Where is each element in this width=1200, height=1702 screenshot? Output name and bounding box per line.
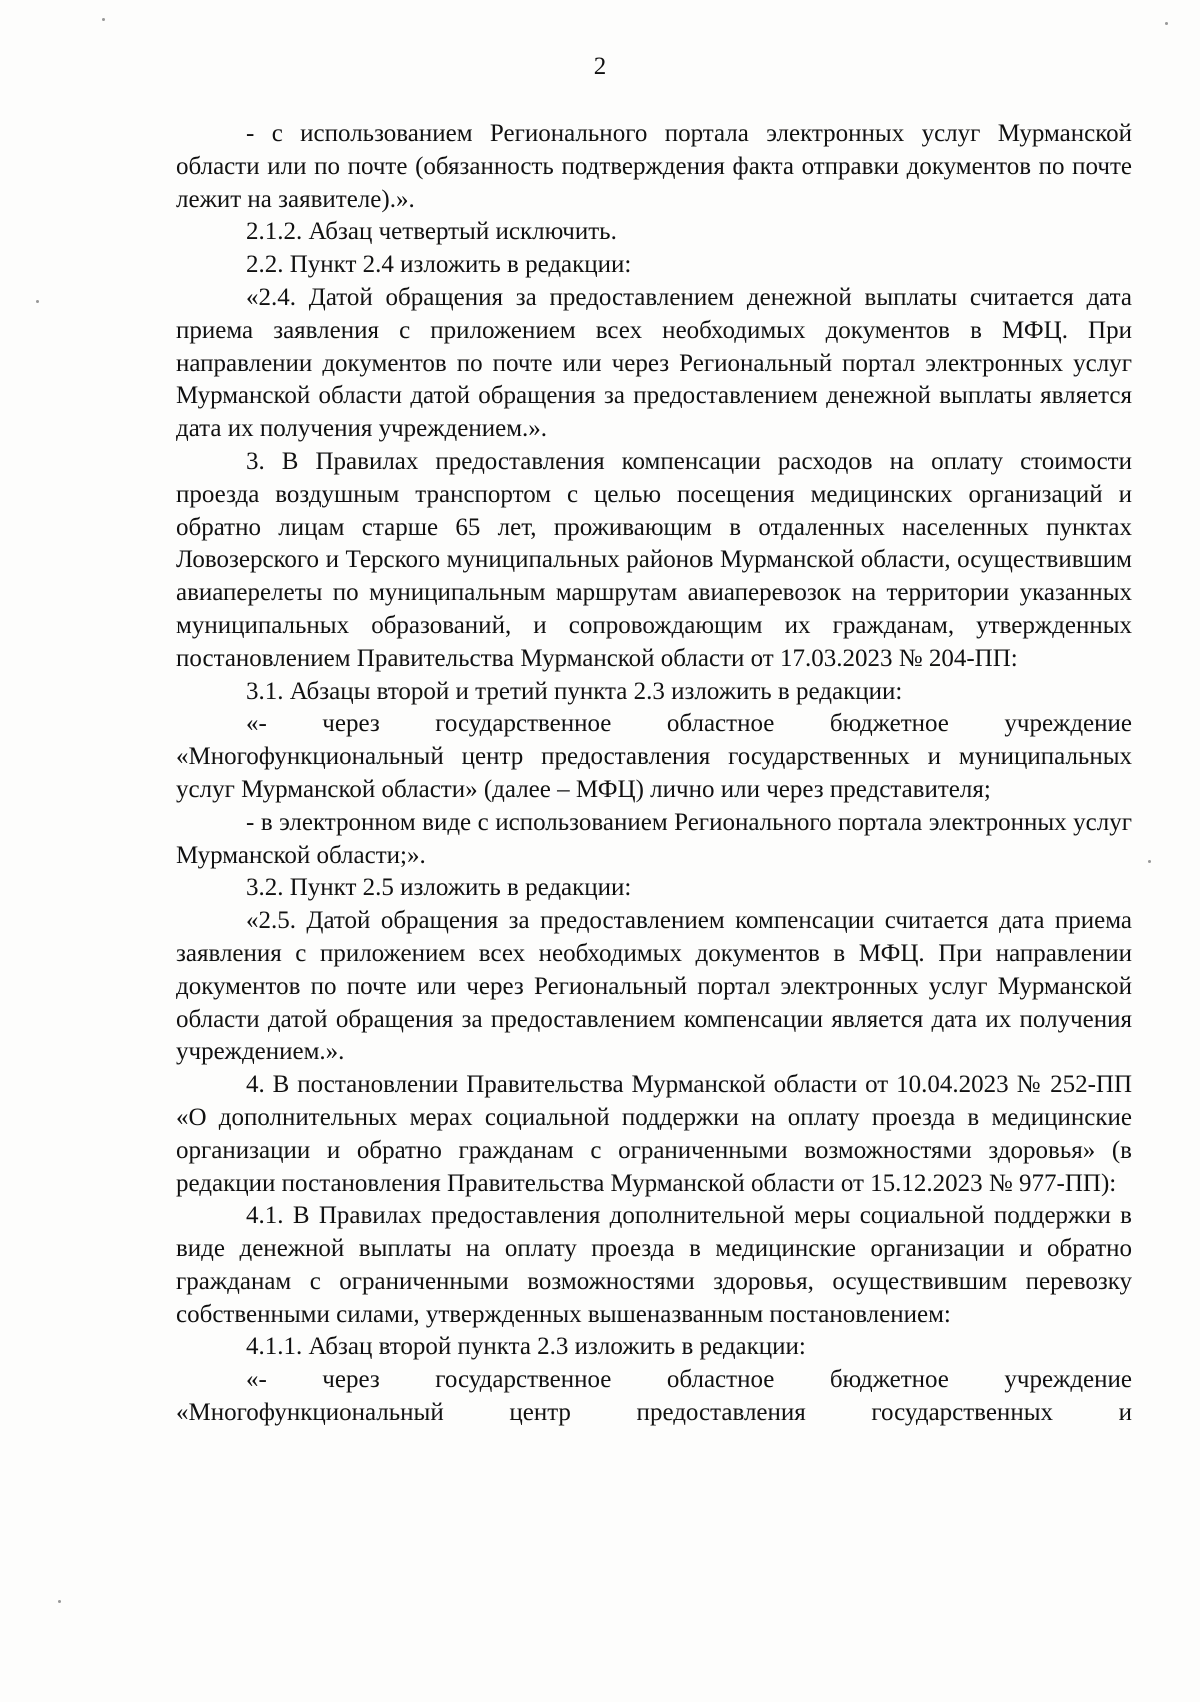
paragraph-2-2: 2.2. Пункт 2.4 изложить в редакции: <box>246 251 632 279</box>
paragraph-mfc-continued: «- через государственное областное бюджетное учреждение «Многофункциональный центр предоставления государственных и <box>176 1366 1132 1427</box>
paragraph-electronic: - в электронном виде с использованием Регионального портала электронных услуг Мурманской области;». <box>176 808 1132 869</box>
paragraph-2-4-text: «2.4. Датой обращения за предоставлением денежной выплаты считается дата приема заявления с приложением всех необходимых документов в МФЦ. При направлении документов по почте или через Региональный портал электронных услуг Мурманской области датой обращения за предоставлением денежной выплаты является дата их получения учреждением.». <box>176 283 1132 443</box>
paragraph-2-5-text: «2.5. Датой обращения за предоставлением компенсации считается дата приема заявления с приложением всех необходимых документов в МФЦ. При направлении документов по почте или через Региональный портал электронных услуг Мурманской области датой обращения за предоставлением компенсации является дата их получения учреждением.». <box>176 907 1132 1066</box>
paragraph-portal-or-post: - с использованием Регионального портала электронных услуг Мурманской области или по почте (обязанность подтверждения факта отправки документов по почте лежит на заявителе).». <box>176 120 1132 213</box>
paragraph-3-1: 3.1. Абзацы второй и третий пункта 2.3 изложить в редакции: <box>246 677 903 705</box>
paragraph-2-1-2: 2.1.2. Абзац четвертый исключить. <box>246 218 617 246</box>
page-number: 2 <box>593 53 607 80</box>
scan-speck <box>1165 22 1168 25</box>
scan-speck <box>102 18 105 21</box>
paragraph-4-1: 4.1. В Правилах предоставления дополнительной меры социальной поддержки в виде денежной выплаты на оплату проезда в медицинские организации и обратно гражданам с ограниченными возможностями здоровья, осуществившим перевозку собственными силами, утвержденных вышеназванным постановлением: <box>176 1202 1132 1328</box>
paragraph-4-1-1: 4.1.1. Абзац второй пункта 2.3 изложить в редакции: <box>246 1333 806 1361</box>
document-body <box>176 118 1132 1430</box>
scan-speck <box>1148 860 1151 863</box>
scan-speck <box>36 300 39 303</box>
paragraph-3: 3. В Правилах предоставления компенсации расходов на оплату стоимости проезда воздушным транспортом с целью посещения медицинских организаций и обратно лицам старше 65 лет, проживающим в отдаленных населенных пунктах Ловозерского и Терского муниципальных районов Мурманской области, осуществившим авиаперелеты по муниципальным маршрутам авиаперевозок на территории указанных муниципальных образований, и сопровождающим их гражданам, утвержденных постановлением Правительства Мурманской области от 17.03.2023 № 204-ПП: <box>176 447 1132 672</box>
paragraph-4: 4. В постановлении Правительства Мурманской области от 10.04.2023 № 252-ПП «О дополнительных мерах социальной поддержки на оплату проезда в медицинские организации и обратно гражданам с ограниченными возможностями здоровья» (в редакции постановления Правительства Мурманской области от 15.12.2023 № 977-ПП): <box>176 1071 1132 1197</box>
paragraph-3-2: 3.2. Пункт 2.5 изложить в редакции: <box>246 874 632 902</box>
paragraph-mfc-personal: «- через государственное областное бюджетное учреждение «Многофункциональный центр предоставления государственных и муниципальных услуг Мурманской области» (далее – МФЦ) лично или через представителя; <box>176 710 1132 803</box>
scan-speck <box>58 1600 61 1603</box>
